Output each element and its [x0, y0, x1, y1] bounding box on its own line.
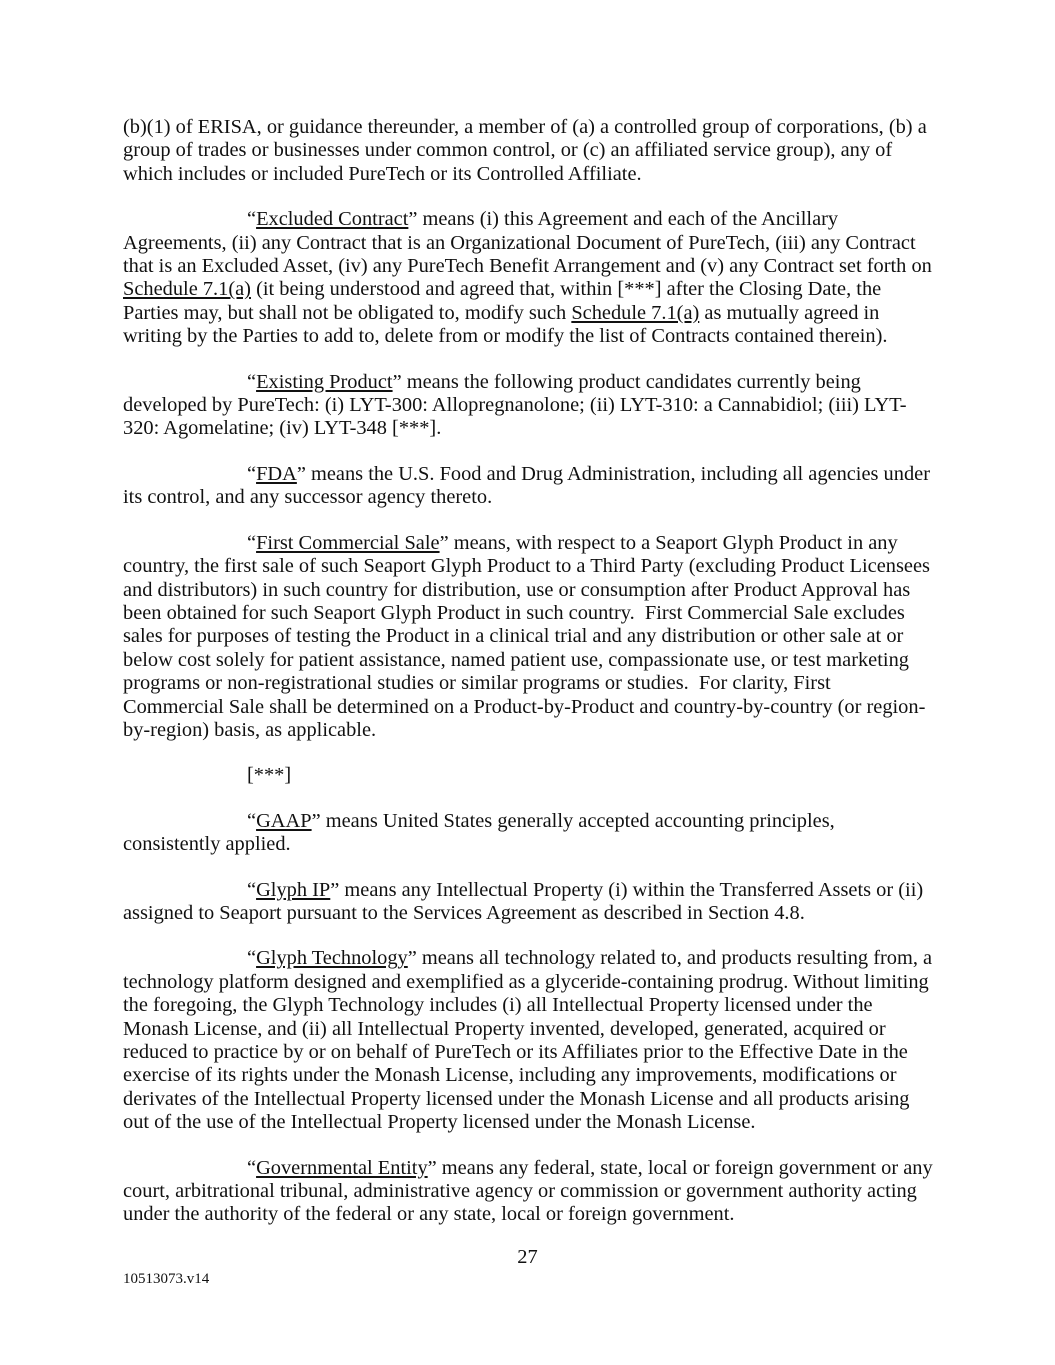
defined-term: Schedule 7.1(a): [571, 301, 700, 324]
text-run: ” means United States generally accepted accounting principles, consistently applied.: [123, 809, 840, 856]
defined-term: Glyph Technology: [256, 947, 408, 970]
text-run: [***]: [247, 764, 292, 787]
defined-term: GAAP: [256, 809, 312, 832]
paragraph: [123, 463, 935, 510]
text-run: “: [247, 809, 257, 832]
text-run: (b)(1) of ERISA, or guidance thereunder, a member of (a) a controlled group of corporations, (b) a group of trades or businesses under common control, or (c) an affiliated service group), any of which includes or included PureTech or its Controlled Affiliate.: [123, 116, 932, 185]
defined-term: First Commercial Sale: [256, 531, 440, 554]
text-run: “: [247, 947, 257, 970]
paragraph: [123, 1156, 938, 1227]
paragraph: [123, 371, 935, 441]
defined-term: Glyph IP: [256, 878, 331, 901]
text-run: as mutually agreed in writing by the Parties to add to, delete from or modify the list of Contracts contained therein).: [123, 301, 888, 348]
defined-term: Schedule 7.1(a): [123, 278, 251, 301]
paragraph: [123, 947, 938, 1134]
text-run: “: [247, 531, 257, 554]
text-run: ” means any Intellectual Property (i) within the Transferred Assets or (ii) assigned to Seaport pursuant to the Services Agreement as described in Section 4.8.: [123, 878, 929, 924]
text-run: ” means (i) this Agreement and each of the Ancillary Agreements, (ii) any Contract that is an Organizational Document of PureTech, (iii) any Contract that is an Excluded Asset, (iv) any PureTech Benefit Arrangement and (v) any Contract set forth on: [123, 208, 937, 278]
text-run: ” means all technology related to, and products resulting from, a technology platform designed and exemplified as a glyceride-containing prodrug. Without limiting the foregoing, the Glyph Technology includes (i) all Intellectual Property licensed under the Monash License, and (ii) all Intellectual Property invented, developed, generated, acquired or reduced to practice by or on behalf of PureTech or its Affiliates prior to the Effective Date in the exercise of its rights under the Monash License, including any improvements, modifications or derivates of the Intellectual Property licensed under the Monash License and all products arising out of the use of the Intellectual Property licensed under the Monash License.: [123, 947, 938, 1134]
defined-term: Existing Product: [256, 370, 393, 393]
text-run: ” means the U.S. Food and Drug Administration, including all agencies under its control, and any successor agency thereto.: [123, 462, 936, 509]
defined-term: Governmental Entity: [256, 1156, 428, 1179]
defined-term: Excluded Contract: [256, 208, 409, 231]
text-run: ” means, with respect to a Seaport Glyph Product in any country, the first sale of such Seaport Glyph Product to a Third Party (excluding Product Licensees and distributors) in such country for distribution, use or consumption after Product Approval has been obtained for such Seaport Glyph Product in such country. First Commercial Sale excludes sales for purposes of testing the Product in a clinical trial and any distribution or other sale at or below cost solely for patient assistance, named patient use, compassionate use, or test marketing programs or non-registrational studies or similar programs or studies. For clarity, First Commercial Sale shall be determined on a Product-by-Product and country-by-country (or region-by-region) basis, as applicable.: [123, 531, 936, 741]
text-run: ” means the following product candidates currently being developed by PureTech: (i) LYT-300: Allopregnanolone; (ii) LYT-310: a Cannabidiol; (iii) LYT-320: Agomelatine; (iv) LYT-348 [***].: [123, 370, 907, 440]
paragraph: [123, 810, 935, 857]
text-run: “: [247, 208, 257, 231]
text-run: “: [247, 878, 257, 901]
text-run: “: [247, 370, 257, 393]
text-run: ” means any federal, state, local or foreign government or any court, arbitrational tribunal, administrative agency or commission or government authority acting under the authority of the federal or any state, local or foreign government.: [123, 1156, 938, 1226]
text-run: (it being understood and agreed that, within [***] after the Closing Date, the Parties may, but shall not be obligated to, modify such: [123, 278, 887, 324]
paragraph: [123, 532, 935, 743]
paragraph: [123, 879, 935, 926]
document-id-footer: 10513073.v14: [123, 1271, 210, 1287]
paragraph: [123, 116, 935, 186]
defined-term: FDA: [256, 462, 297, 485]
page-number: 27: [517, 1246, 538, 1268]
paragraph: [123, 208, 935, 348]
text-run: “: [247, 462, 257, 485]
paragraph: [123, 764, 935, 787]
document-body: [123, 116, 938, 1227]
text-run: “: [247, 1156, 257, 1179]
